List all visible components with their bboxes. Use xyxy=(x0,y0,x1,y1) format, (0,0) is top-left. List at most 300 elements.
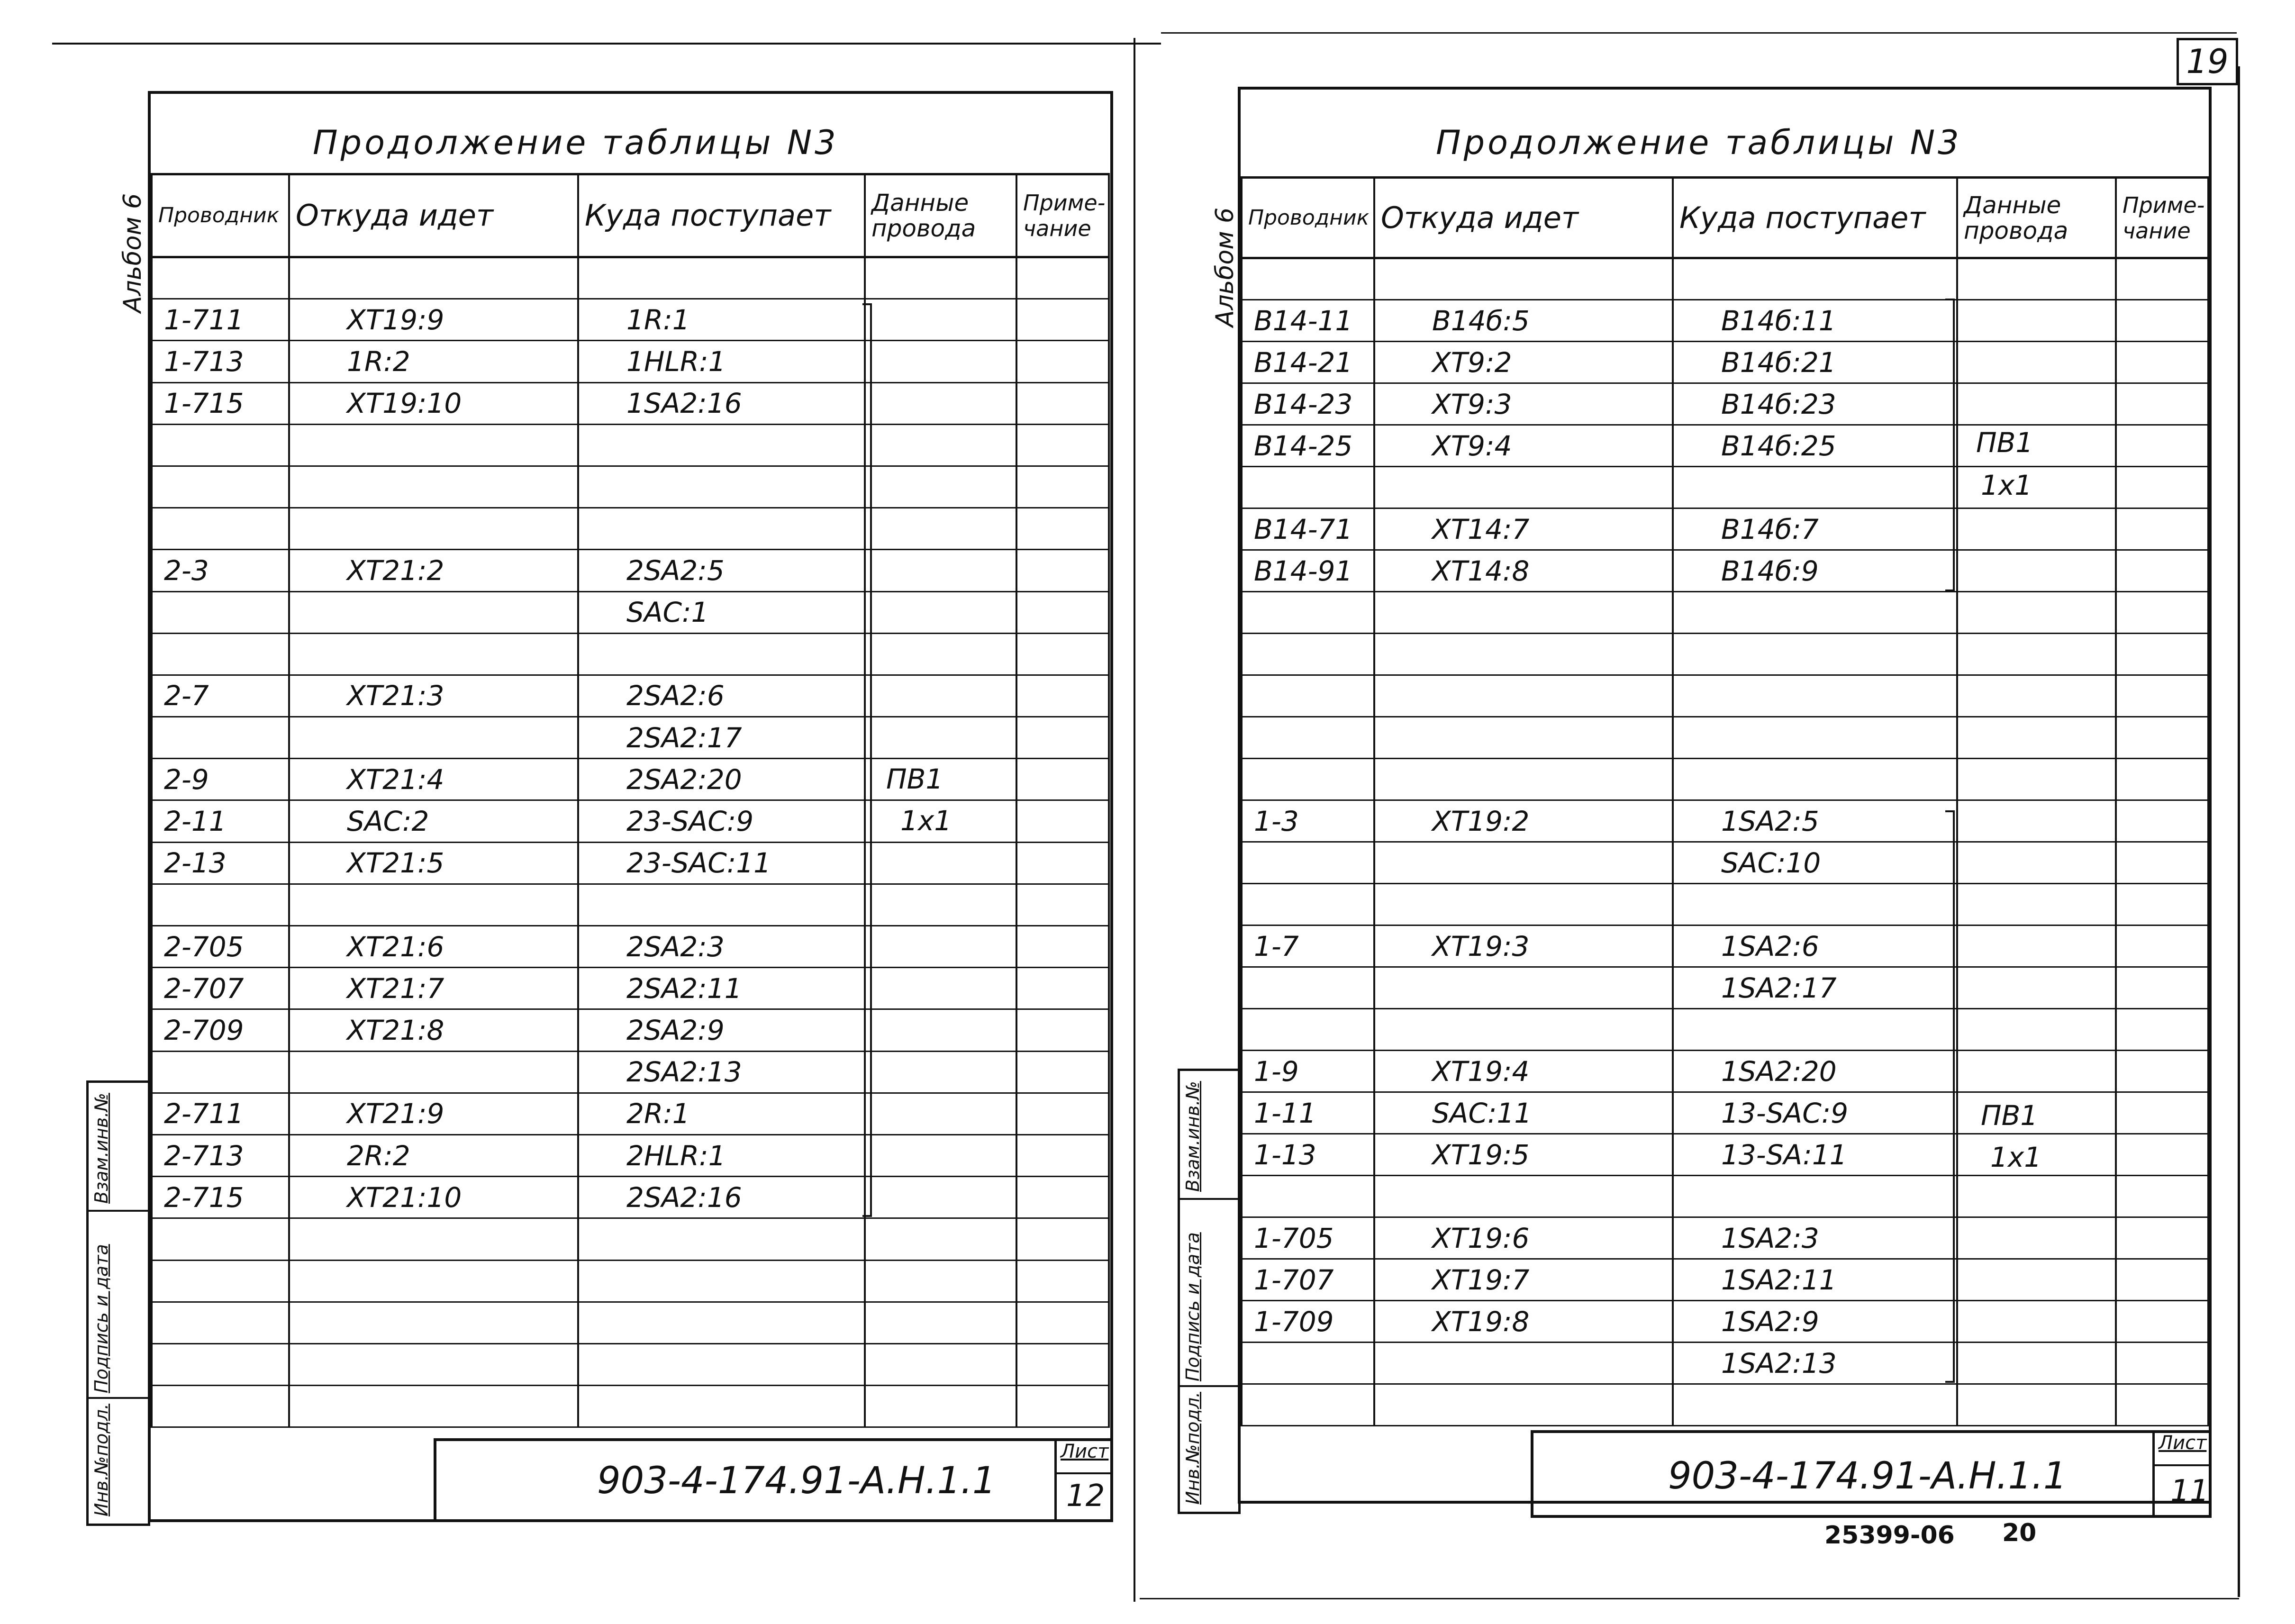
wire-cell xyxy=(865,675,1016,717)
conductor-cell xyxy=(152,591,289,633)
from-cell xyxy=(1374,592,1673,634)
table-row xyxy=(1242,634,2208,675)
album-label: Альбом 6 xyxy=(118,193,147,313)
to-cell: В14б:21 xyxy=(1673,342,1957,383)
from-cell xyxy=(289,1302,578,1343)
to-cell: 2SA2:13 xyxy=(578,1051,865,1093)
conductor-cell xyxy=(152,1051,289,1093)
wire-cell xyxy=(865,299,1016,341)
wire-cell xyxy=(1957,675,2116,717)
note-cell xyxy=(2116,342,2208,383)
note-cell xyxy=(2116,383,2208,425)
wire-cell xyxy=(1957,550,2116,592)
header-note: Приме-чание xyxy=(2116,178,2208,258)
table-row xyxy=(152,341,1109,382)
to-cell xyxy=(578,1343,865,1385)
wire-cell xyxy=(1957,1217,2116,1259)
note-cell xyxy=(1016,926,1109,968)
wire-cell xyxy=(865,1343,1016,1385)
table-row xyxy=(152,257,1109,299)
sheet-number: 12 xyxy=(1066,1479,1105,1514)
table-row xyxy=(152,1386,1109,1427)
wire-group-brace xyxy=(862,303,872,1217)
table-row xyxy=(152,1343,1109,1385)
note-cell xyxy=(2116,425,2208,467)
from-cell: XT21:3 xyxy=(289,675,578,717)
from-cell: XT21:6 xyxy=(289,926,578,968)
to-cell xyxy=(1673,1009,1957,1051)
sheet-label: Лист xyxy=(2159,1432,2207,1454)
table-row xyxy=(152,717,1109,759)
to-cell xyxy=(578,466,865,508)
conductor-cell xyxy=(152,633,289,675)
from-cell: SAC:2 xyxy=(289,800,578,842)
conductor-cell: 2-711 xyxy=(152,1093,289,1134)
table-row xyxy=(1242,884,2208,925)
table-row xyxy=(152,759,1109,800)
to-cell: 1R:1 xyxy=(578,299,865,341)
conductor-cell xyxy=(1242,592,1374,634)
to-cell xyxy=(578,633,865,675)
from-cell: XT19:9 xyxy=(289,299,578,341)
wire-cell xyxy=(1957,1051,2116,1092)
side-label-signature: Подпись и дата xyxy=(91,1244,112,1393)
from-cell: 1R:2 xyxy=(289,341,578,382)
conductor-cell: В14-23 xyxy=(1242,383,1374,425)
table-row xyxy=(1242,300,2208,342)
note-cell xyxy=(2116,258,2208,300)
conductor-cell: 2-715 xyxy=(152,1177,289,1218)
page-number: 19 xyxy=(2177,38,2238,85)
from-cell: XT19:5 xyxy=(1374,1134,1673,1176)
conductor-cell xyxy=(1242,258,1374,300)
from-cell xyxy=(289,466,578,508)
wire-cell xyxy=(1957,1301,2116,1343)
conductor-cell xyxy=(1242,634,1374,675)
table-row xyxy=(1242,1051,2208,1092)
table-row xyxy=(152,466,1109,508)
to-cell: 2SA2:3 xyxy=(578,926,865,968)
bottom-border-line xyxy=(1140,1598,2239,1599)
to-cell: SAC:10 xyxy=(1673,842,1957,884)
table-row xyxy=(1242,1343,2208,1384)
to-cell xyxy=(1673,675,1957,717)
table-row xyxy=(152,675,1109,717)
wire-type: ПВ1 xyxy=(1981,1099,2038,1132)
note-cell xyxy=(1016,424,1109,466)
conductor-cell: 2-705 xyxy=(152,926,289,968)
to-cell xyxy=(1673,884,1957,925)
conductor-cell: 2-11 xyxy=(152,800,289,842)
conductor-cell xyxy=(152,1302,289,1343)
conductor-cell: 1-715 xyxy=(152,382,289,424)
conductor-cell: В14-91 xyxy=(1242,550,1374,592)
from-cell xyxy=(289,1051,578,1093)
from-cell: XT19:3 xyxy=(1374,925,1673,967)
side-label-inventory: Инв.№подл. xyxy=(1182,1391,1203,1505)
note-cell xyxy=(2116,1176,2208,1217)
table-row xyxy=(152,1302,1109,1343)
from-cell: XT14:7 xyxy=(1374,508,1673,550)
note-cell xyxy=(1016,466,1109,508)
side-label-replacement: Взам.инв.№ xyxy=(91,1093,112,1204)
note-cell xyxy=(2116,842,2208,884)
wire-size: 1х1 xyxy=(1981,469,2032,501)
note-cell xyxy=(2116,1051,2208,1092)
from-cell xyxy=(1374,675,1673,717)
conductor-cell: 1-3 xyxy=(1242,800,1374,842)
note-cell xyxy=(1016,1134,1109,1176)
to-cell: 1HLR:1 xyxy=(578,341,865,382)
note-cell xyxy=(2116,1301,2208,1343)
wire-cell xyxy=(865,968,1016,1009)
conductor-cell xyxy=(152,1260,289,1302)
to-cell: 1SA2:5 xyxy=(1673,800,1957,842)
from-cell: XT9:3 xyxy=(1374,383,1673,425)
conductor-cell xyxy=(152,424,289,466)
note-cell xyxy=(2116,550,2208,592)
table-row xyxy=(1242,925,2208,967)
to-cell: 13-SA:11 xyxy=(1673,1134,1957,1176)
side-label-signature: Подпись и дата xyxy=(1182,1232,1203,1381)
to-cell xyxy=(1673,1384,1957,1426)
wire-cell xyxy=(865,884,1016,925)
wire-cell xyxy=(1957,925,2116,967)
from-cell: SAC:11 xyxy=(1374,1092,1673,1134)
to-cell xyxy=(1673,1176,1957,1217)
conductor-cell: В14-21 xyxy=(1242,342,1374,383)
note-cell xyxy=(1016,1343,1109,1385)
note-cell xyxy=(2116,634,2208,675)
conductor-cell: 2-7 xyxy=(152,675,289,717)
table-row xyxy=(152,800,1109,842)
note-cell xyxy=(2116,675,2208,717)
table-row xyxy=(1242,1217,2208,1259)
to-cell: 2R:1 xyxy=(578,1093,865,1134)
to-cell: 23-SAC:9 xyxy=(578,800,865,842)
to-cell: 1SA2:16 xyxy=(578,382,865,424)
note-cell xyxy=(1016,1386,1109,1427)
table-row xyxy=(1242,1134,2208,1176)
wiring-table xyxy=(1241,176,2209,1426)
from-cell xyxy=(1374,1384,1673,1426)
conductor-cell: 1-13 xyxy=(1242,1134,1374,1176)
wire-cell xyxy=(1957,508,2116,550)
note-cell xyxy=(1016,675,1109,717)
sheet-title: Продолжение таблицы N3 xyxy=(1436,123,1962,162)
to-cell: 23-SAC:11 xyxy=(578,842,865,884)
to-cell xyxy=(1673,759,1957,800)
note-cell xyxy=(2116,1343,2208,1384)
note-cell xyxy=(2116,925,2208,967)
wire-cell xyxy=(865,1009,1016,1051)
note-cell xyxy=(1016,299,1109,341)
conductor-cell xyxy=(1242,1176,1374,1217)
to-cell: 2SA2:5 xyxy=(578,550,865,591)
wire-cell xyxy=(865,508,1016,550)
note-cell xyxy=(1016,508,1109,550)
document-code: 903-4-174.91-А.Н.1.1 xyxy=(597,1460,996,1502)
table-row xyxy=(1242,550,2208,592)
to-cell: 1SA2:13 xyxy=(1673,1343,1957,1384)
table-row xyxy=(1242,467,2208,508)
top-border-line xyxy=(52,43,1161,45)
to-cell: 1SA2:9 xyxy=(1673,1301,1957,1343)
table-row xyxy=(152,299,1109,341)
to-cell xyxy=(578,1386,865,1427)
from-cell: XT19:8 xyxy=(1374,1301,1673,1343)
note-cell xyxy=(1016,257,1109,299)
wire-cell xyxy=(1957,800,2116,842)
from-cell xyxy=(289,1386,578,1427)
from-cell: XT21:4 xyxy=(289,759,578,800)
wire-cell xyxy=(1957,342,2116,383)
note-cell xyxy=(1016,800,1109,842)
from-cell: XT21:8 xyxy=(289,1009,578,1051)
wire-cell xyxy=(865,257,1016,299)
table-row xyxy=(152,382,1109,424)
wire-cell xyxy=(1957,1176,2116,1217)
from-cell xyxy=(1374,759,1673,800)
wire-cell xyxy=(865,1260,1016,1302)
header-wire-data: Данные провода xyxy=(865,174,1016,257)
conductor-cell xyxy=(1242,842,1374,884)
to-cell: В14б:7 xyxy=(1673,508,1957,550)
from-cell xyxy=(1374,967,1673,1009)
from-cell: XT9:2 xyxy=(1374,342,1673,383)
from-cell xyxy=(1374,1343,1673,1384)
conductor-cell: 1-709 xyxy=(1242,1301,1374,1343)
sheet-title: Продолжение таблицы N3 xyxy=(313,123,839,162)
from-cell: XT21:10 xyxy=(289,1177,578,1218)
table-row xyxy=(1242,592,2208,634)
table-row xyxy=(152,591,1109,633)
conductor-cell xyxy=(1242,717,1374,759)
wire-cell xyxy=(865,842,1016,884)
wire-cell xyxy=(865,1177,1016,1218)
wire-cell xyxy=(1957,300,2116,342)
table-row xyxy=(1242,759,2208,800)
from-cell: XT21:9 xyxy=(289,1093,578,1134)
wire-cell xyxy=(865,466,1016,508)
wire-size: 1х1 xyxy=(1990,1141,2042,1173)
table-row xyxy=(1242,800,2208,842)
from-cell: 2R:2 xyxy=(289,1134,578,1176)
note-cell xyxy=(2116,508,2208,550)
wire-cell xyxy=(1957,258,2116,300)
note-cell xyxy=(1016,1177,1109,1218)
to-cell: 1SA2:17 xyxy=(1673,967,1957,1009)
album-label: Альбом 6 xyxy=(1211,207,1239,327)
note-cell xyxy=(2116,1009,2208,1051)
to-cell xyxy=(578,1302,865,1343)
note-cell xyxy=(1016,759,1109,800)
from-cell: XT19:6 xyxy=(1374,1217,1673,1259)
from-cell xyxy=(1374,634,1673,675)
from-cell xyxy=(1374,258,1673,300)
to-cell: В14б:23 xyxy=(1673,383,1957,425)
wire-cell xyxy=(1957,1259,2116,1301)
from-cell: XT9:4 xyxy=(1374,425,1673,467)
center-fold-line xyxy=(1134,38,1135,1602)
note-cell xyxy=(2116,1217,2208,1259)
note-cell xyxy=(1016,968,1109,1009)
note-cell xyxy=(1016,550,1109,591)
wire-cell xyxy=(1957,884,2116,925)
from-cell xyxy=(289,508,578,550)
note-cell xyxy=(2116,467,2208,508)
conductor-cell xyxy=(1242,675,1374,717)
from-cell xyxy=(289,1260,578,1302)
table-row xyxy=(152,1051,1109,1093)
from-cell xyxy=(289,717,578,759)
table-row xyxy=(152,1177,1109,1218)
document-code: 903-4-174.91-А.Н.1.1 xyxy=(1668,1455,2067,1497)
wire-type: ПВ1 xyxy=(1976,426,2033,459)
conductor-cell: 1-11 xyxy=(1242,1092,1374,1134)
from-cell xyxy=(1374,467,1673,508)
note-cell xyxy=(2116,884,2208,925)
to-cell xyxy=(578,424,865,466)
conductor-cell xyxy=(1242,467,1374,508)
conductor-cell xyxy=(152,257,289,299)
wire-cell xyxy=(865,424,1016,466)
to-cell: 1SA2:3 xyxy=(1673,1217,1957,1259)
from-cell xyxy=(1374,884,1673,925)
note-cell xyxy=(2116,1384,2208,1426)
conductor-cell: 1-713 xyxy=(152,341,289,382)
table-row xyxy=(1242,1176,2208,1217)
to-cell xyxy=(1673,592,1957,634)
to-cell: В14б:25 xyxy=(1673,425,1957,467)
table-row xyxy=(1242,1301,2208,1343)
wire-cell xyxy=(865,1218,1016,1260)
from-cell xyxy=(289,1343,578,1385)
conductor-cell: 2-709 xyxy=(152,1009,289,1051)
table-row xyxy=(1242,1009,2208,1051)
to-cell xyxy=(578,884,865,925)
conductor-cell xyxy=(1242,759,1374,800)
note-cell xyxy=(2116,1092,2208,1134)
to-cell: В14б:9 xyxy=(1673,550,1957,592)
table-row xyxy=(152,508,1109,550)
wire-cell xyxy=(865,591,1016,633)
header-to: Куда поступает xyxy=(578,174,865,257)
wire-group-brace xyxy=(1945,810,1955,1383)
table-row xyxy=(1242,967,2208,1009)
conductor-cell xyxy=(152,1386,289,1427)
side-label-inventory: Инв.№подл. xyxy=(91,1403,112,1516)
wire-cell xyxy=(865,926,1016,968)
from-cell xyxy=(289,257,578,299)
table-row xyxy=(1242,508,2208,550)
conductor-cell xyxy=(152,717,289,759)
to-cell xyxy=(1673,634,1957,675)
archive-stamp: 25399-06 xyxy=(1824,1521,1955,1550)
note-cell xyxy=(1016,1009,1109,1051)
note-cell xyxy=(2116,759,2208,800)
table-row xyxy=(152,633,1109,675)
to-cell: 2SA2:20 xyxy=(578,759,865,800)
wire-cell xyxy=(1957,759,2116,800)
to-cell: 2HLR:1 xyxy=(578,1134,865,1176)
side-label-replacement: Взам.инв.№ xyxy=(1182,1081,1203,1192)
table-row xyxy=(1242,1384,2208,1426)
note-cell xyxy=(1016,1051,1109,1093)
note-cell xyxy=(1016,1260,1109,1302)
table-row xyxy=(1242,425,2208,467)
conductor-cell xyxy=(1242,1009,1374,1051)
right-border-line xyxy=(2238,66,2240,1597)
from-cell xyxy=(1374,1009,1673,1051)
sheet-number: 11 xyxy=(2170,1474,2209,1509)
to-cell: 2SA2:6 xyxy=(578,675,865,717)
table-row xyxy=(1242,258,2208,300)
from-cell: XT21:7 xyxy=(289,968,578,1009)
table-row xyxy=(152,1260,1109,1302)
to-cell xyxy=(1673,467,1957,508)
to-cell: 2SA2:9 xyxy=(578,1009,865,1051)
conductor-cell xyxy=(152,508,289,550)
wiring-table xyxy=(151,173,1110,1428)
conductor-cell xyxy=(152,1218,289,1260)
wire-cell xyxy=(865,633,1016,675)
from-cell: В14б:5 xyxy=(1374,300,1673,342)
note-cell xyxy=(1016,1218,1109,1260)
to-cell: 13-SAC:9 xyxy=(1673,1092,1957,1134)
note-cell xyxy=(1016,382,1109,424)
to-cell xyxy=(578,508,865,550)
conductor-cell: 2-713 xyxy=(152,1134,289,1176)
sheet-label: Лист xyxy=(1061,1441,1109,1462)
conductor-cell xyxy=(1242,1384,1374,1426)
to-cell xyxy=(578,257,865,299)
from-cell: XT21:5 xyxy=(289,842,578,884)
wire-cell xyxy=(865,717,1016,759)
note-cell xyxy=(2116,1134,2208,1176)
conductor-cell: 2-707 xyxy=(152,968,289,1009)
table-row xyxy=(152,424,1109,466)
table-row xyxy=(1242,717,2208,759)
note-cell xyxy=(2116,1259,2208,1301)
conductor-cell: В14-25 xyxy=(1242,425,1374,467)
top-border-line-right xyxy=(1161,32,2237,34)
from-cell xyxy=(289,424,578,466)
conductor-cell: 2-13 xyxy=(152,842,289,884)
note-cell xyxy=(2116,967,2208,1009)
wire-cell xyxy=(1957,1384,2116,1426)
to-cell xyxy=(578,1260,865,1302)
to-cell: 2SA2:11 xyxy=(578,968,865,1009)
table-row xyxy=(152,550,1109,591)
to-cell: 1SA2:6 xyxy=(1673,925,1957,967)
wire-cell xyxy=(865,1093,1016,1134)
conductor-cell: 1-707 xyxy=(1242,1259,1374,1301)
from-cell: XT19:10 xyxy=(289,382,578,424)
table-row xyxy=(1242,342,2208,383)
table-row xyxy=(152,926,1109,968)
table-row xyxy=(152,884,1109,925)
conductor-cell xyxy=(152,884,289,925)
note-cell xyxy=(1016,1302,1109,1343)
wire-cell xyxy=(1957,383,2116,425)
note-cell xyxy=(2116,800,2208,842)
header-from: Откуда идет xyxy=(1374,178,1673,258)
header-conductor: Проводник xyxy=(152,174,289,257)
from-cell xyxy=(1374,842,1673,884)
to-cell: 2SA2:16 xyxy=(578,1177,865,1218)
note-cell xyxy=(2116,717,2208,759)
